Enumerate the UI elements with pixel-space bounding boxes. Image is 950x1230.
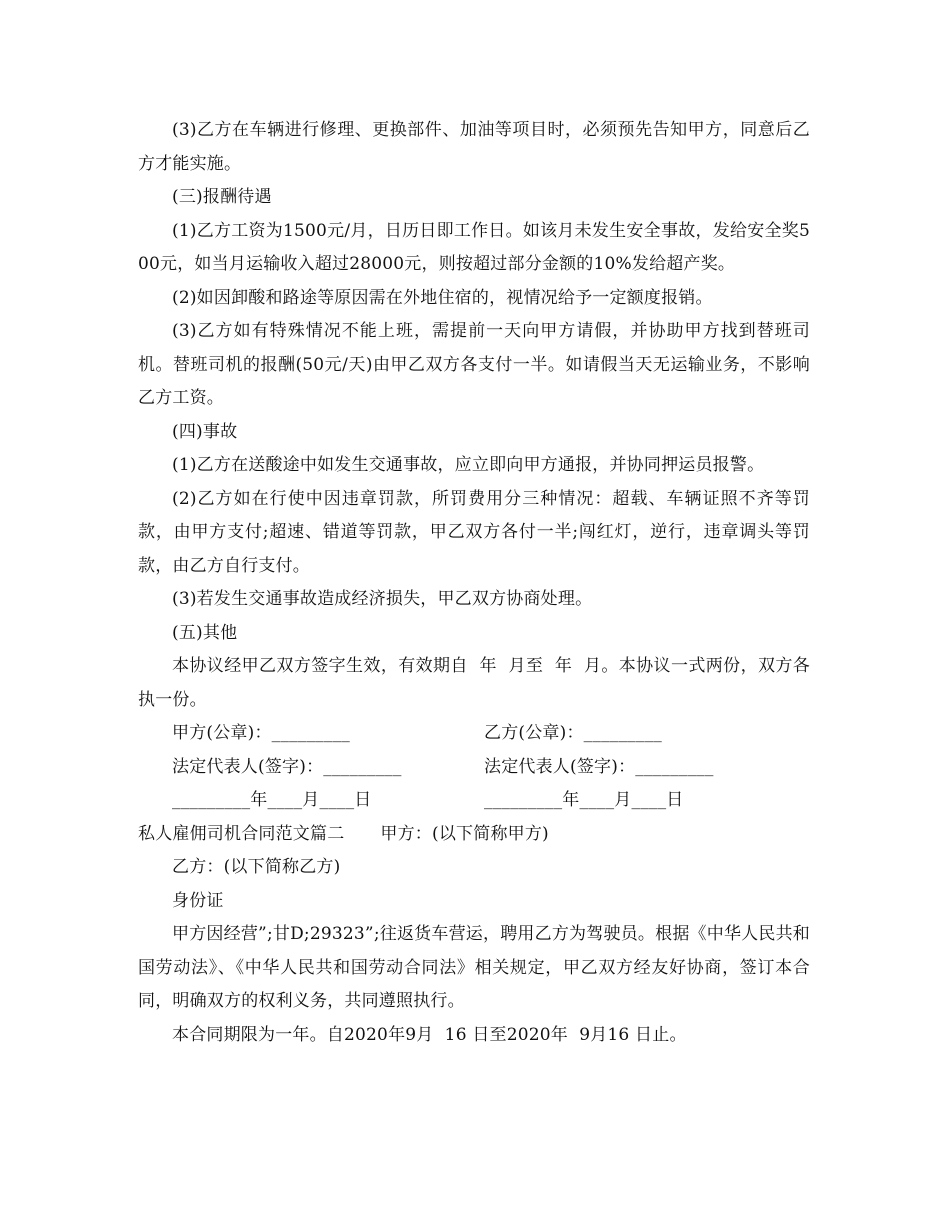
clause-leave: (3)乙方如有特殊情况不能上班，需提前一天向甲方请假，并协助甲方找到替班司机。替班司机的报酬(50元/天)由甲乙双方各支付一半。如请假当天无运输业务，不影响乙方工资。 <box>138 321 810 408</box>
party-b-seal-line: 乙方(公章)：_________ <box>484 723 662 743</box>
signature-row-date <box>138 784 810 818</box>
signature-row-representative <box>138 751 810 785</box>
party-b-date-line: _________年____月____日 <box>484 790 684 810</box>
section-heading-accident: (四)事故 <box>172 421 238 442</box>
section-heading-compensation: (三)报酬待遇 <box>172 187 272 207</box>
clause-validity: 本协议经甲乙双方签字生效，有效期自 年 月至 年 月。本协议一式两份，双方各执一份。 <box>138 656 810 710</box>
section-two-header <box>138 818 810 852</box>
clause-accident-report: (1)乙方在送酸途中如发生交通事故，应立即向甲方通报，并协同押运员报警。 <box>172 455 765 475</box>
party-b-label: 乙方：(以下简称乙方) <box>172 857 341 877</box>
document-body <box>138 114 810 1052</box>
clause-salary: (1)乙方工资为1500元/月，日历日即工作日。如该月未发生安全事故，发给安全奖500元，如当月运输收入超过28000元，则按超过部分金额的10%发给超产奖。 <box>138 220 810 274</box>
clause-repair-notice: (3)乙方在车辆进行修理、更换部件、加油等项目时，必须预先告知甲方，同意后乙方才能实施。 <box>138 120 810 174</box>
party-b-representative-line: 法定代表人(签字)：_________ <box>484 756 714 777</box>
section-heading-other: (五)其他 <box>172 622 238 643</box>
clause-fines: (2)乙方如在行使中因违章罚款，所罚费用分三种情况：超载、车辆证照不齐等罚款，由甲方支付;超速、错道等罚款，甲乙双方各付一半;闯红灯，逆行，违章调头等罚款，由乙方自行支付。 <box>138 488 810 576</box>
clause-economic-loss: (3)若发生交通事故造成经济损失，甲乙双方协商处理。 <box>172 589 593 609</box>
id-card-label: 身份证 <box>172 890 224 911</box>
clause-lodging: (2)如因卸酸和路途等原因需在外地住宿的，视情况给予一定额度报销。 <box>172 287 713 308</box>
clause-contract-term: 本合同期限为一年。自2020年9月 16 日至2020年 9月16 日止。 <box>172 1024 687 1045</box>
party-a-representative-line: 法定代表人(签字)：_________ <box>172 756 402 777</box>
party-a-date-line: _________年____月____日 <box>172 790 372 810</box>
party-a-label: 甲方：(以下简称甲方) <box>380 823 549 844</box>
signature-row-seal <box>138 717 810 751</box>
party-a-seal-line: 甲方(公章)：_________ <box>172 723 350 743</box>
clause-employment-purpose: 甲方因经营”;甘D;29323”;往返货车营运，聘用乙方为驾驶员。根据《中华人民共和国劳动法》、《中华人民共和国劳动合同法》相关规定，甲乙双方经友好协商，签订本合同，明确双方的权利义务，共同遵照执行。 <box>138 924 810 1011</box>
section-two-title: 私人雇佣司机合同范文篇二 <box>138 823 345 844</box>
